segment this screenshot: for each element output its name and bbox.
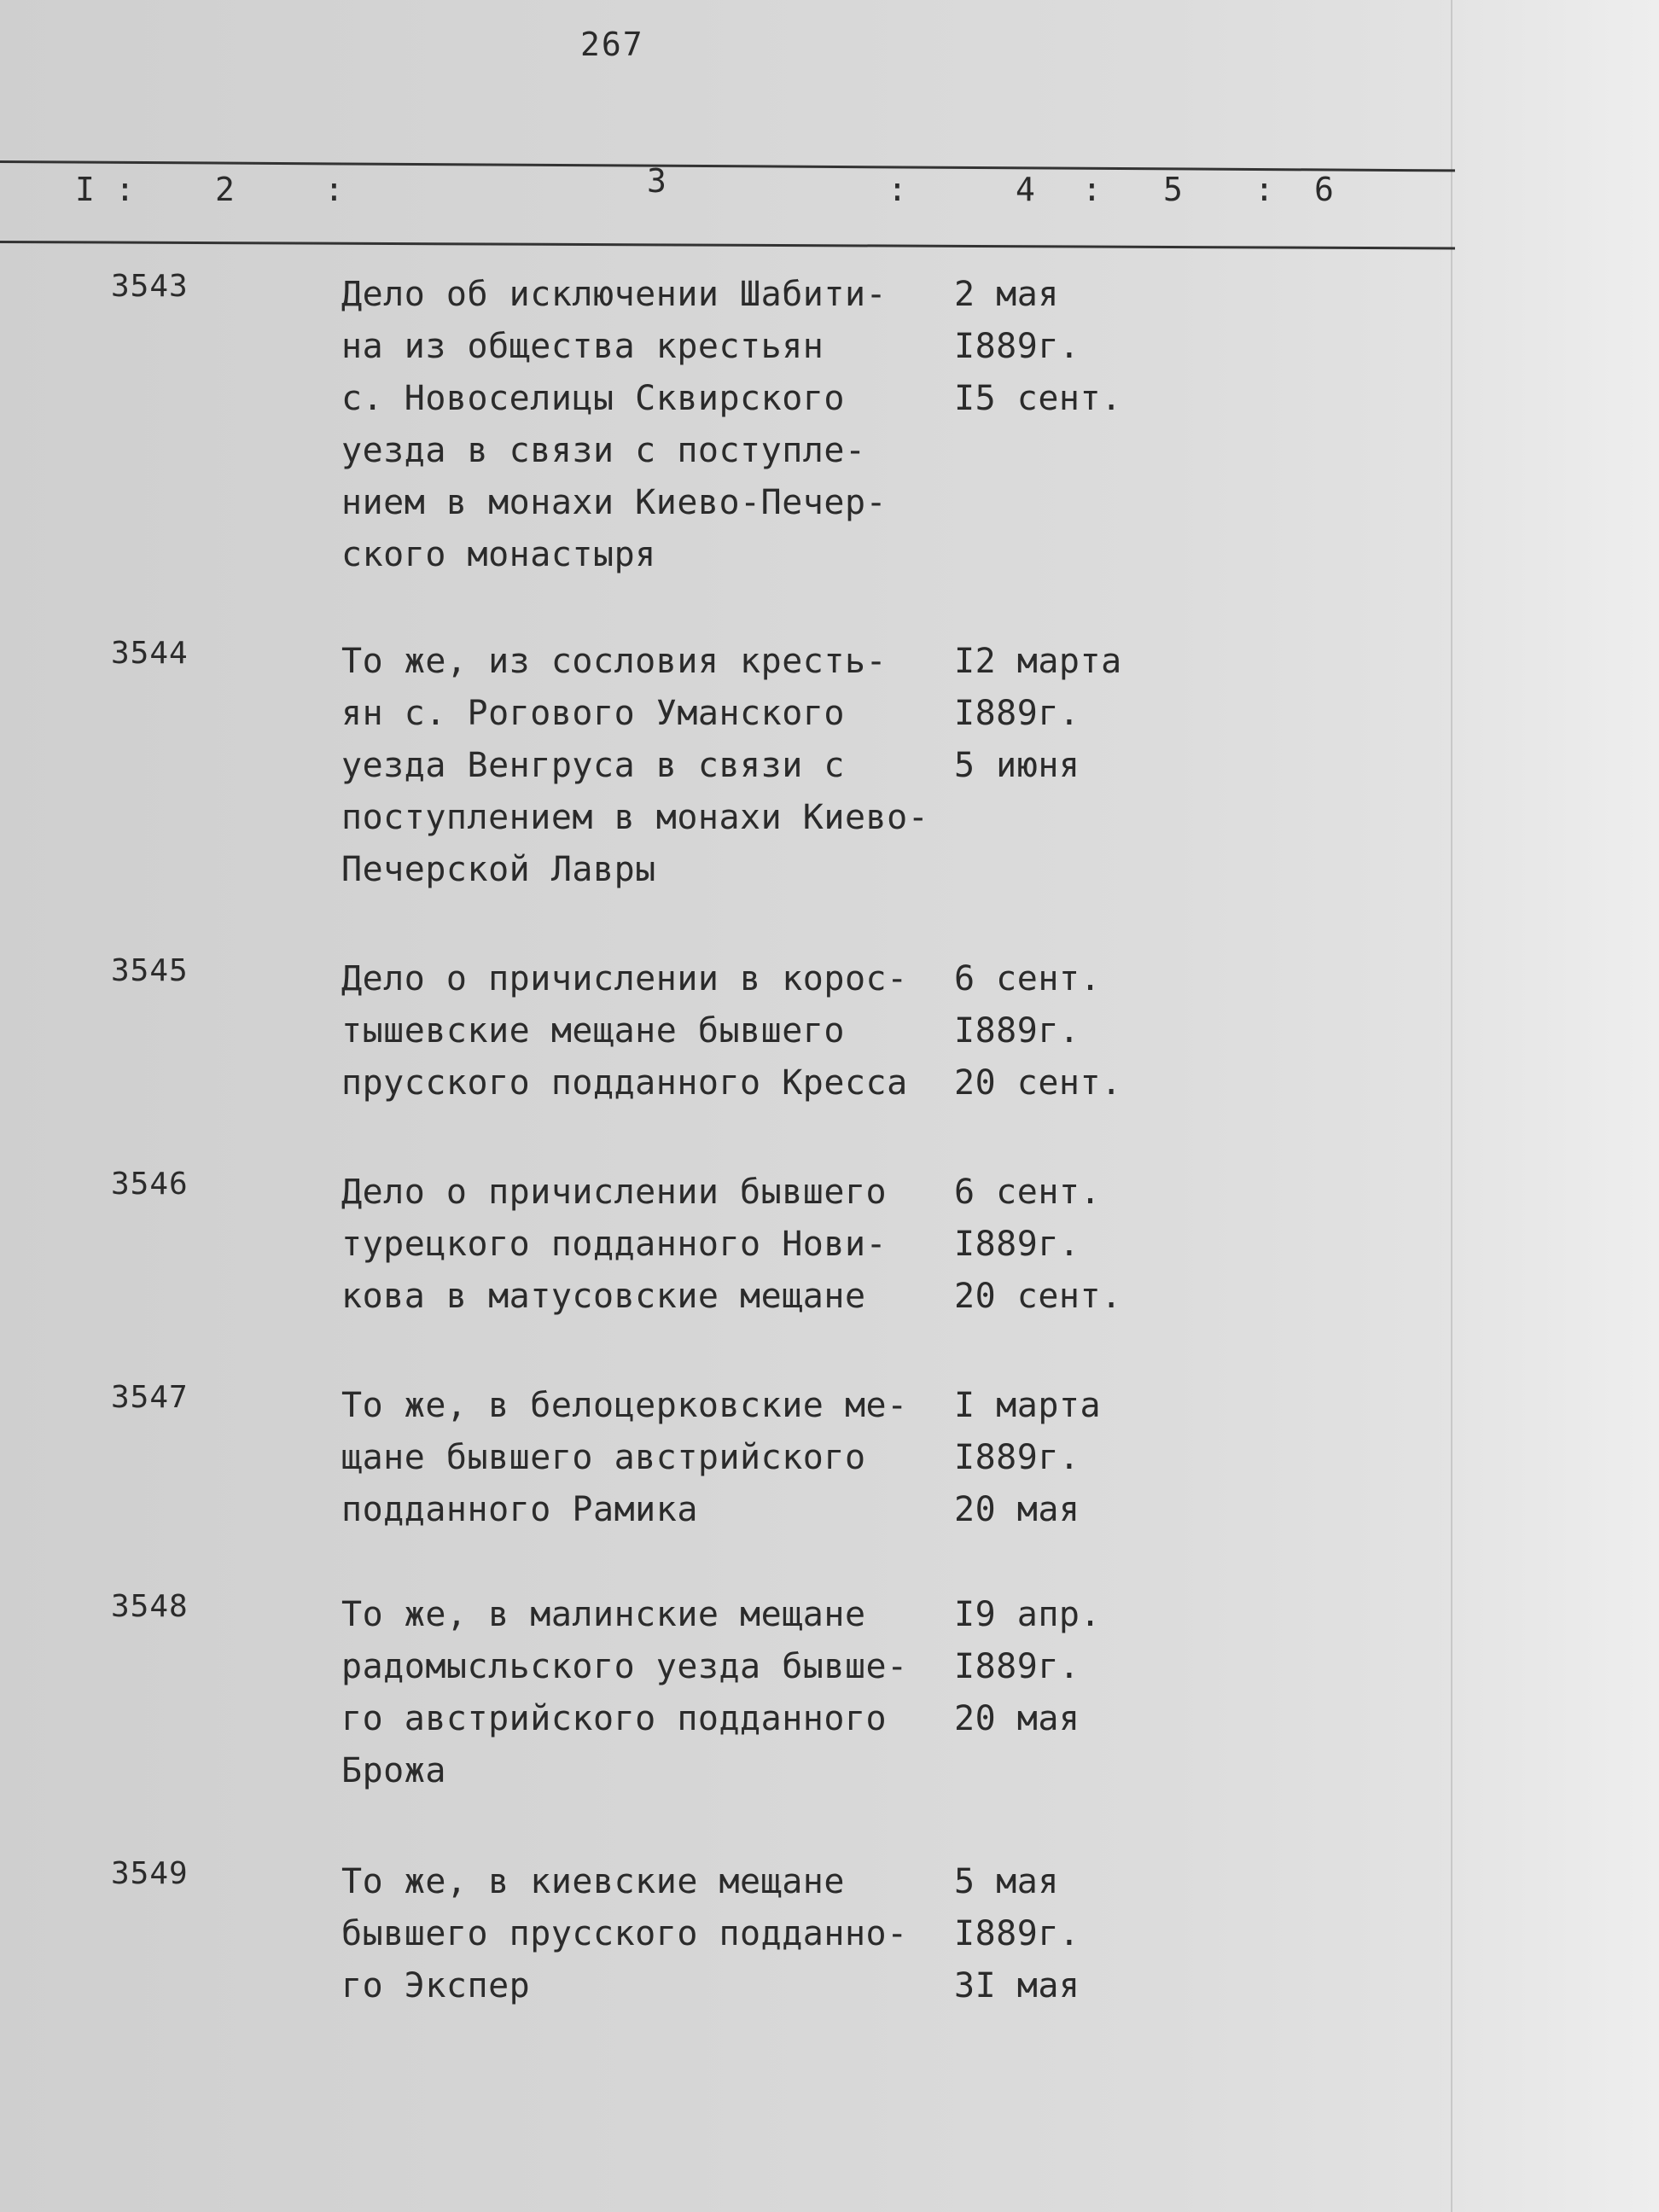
description-line: То же, в белоцерковские ме-: [341, 1386, 908, 1425]
description-line: на из общества крестьян: [341, 327, 824, 366]
description-line: подданного Рамика: [341, 1490, 698, 1529]
entry-description: [341, 269, 887, 581]
entry-number: 3549: [111, 1856, 189, 1891]
entry-dates: [954, 953, 1122, 1109]
entry-dates: [954, 1856, 1080, 2012]
date-start: 2 мая: [954, 275, 1059, 314]
entry-number: 3548: [111, 1589, 189, 1624]
description-line: прусского подданного Кресса: [341, 1063, 908, 1103]
date-start: I9 апр.: [954, 1595, 1102, 1634]
description-line: Брожа: [341, 1751, 446, 1790]
entry-dates: [954, 1167, 1122, 1323]
date-end: 20 сент.: [954, 1063, 1122, 1103]
description-line: То же, из сословия кресть-: [341, 642, 888, 681]
entry-number: 3543: [111, 269, 189, 304]
description-line: Дело об исключении Шабити-: [341, 275, 888, 314]
date-start: I2 марта: [954, 642, 1122, 681]
entry-dates: [954, 1380, 1101, 1536]
page-edge: [1451, 0, 1659, 2212]
entry-description: [341, 1380, 908, 1536]
header-separator: :: [1254, 171, 1274, 208]
description-line: То же, в малинские мещане: [341, 1595, 866, 1634]
date-year: I889г.: [954, 1225, 1080, 1264]
header-col-2: 2: [215, 171, 235, 208]
description-line: радомысльского уезда бывше-: [341, 1647, 908, 1686]
description-line: нием в монахи Киево-Печер-: [341, 483, 888, 522]
date-end: 5 июня: [954, 746, 1080, 785]
date-year: I889г.: [954, 1914, 1080, 1953]
header-col-1: I: [75, 171, 95, 208]
header-separator: :: [888, 171, 907, 208]
description-line: го австрийского подданного: [341, 1699, 888, 1738]
description-line: тышевские мещане бывшего: [341, 1011, 845, 1051]
entry-number: 3545: [111, 953, 189, 988]
date-end: 20 мая: [954, 1490, 1080, 1529]
description-line: с. Новоселицы Сквирского: [341, 379, 845, 418]
date-year: I889г.: [954, 1438, 1080, 1477]
entry-description: [341, 636, 928, 896]
header-separator: :: [115, 171, 135, 208]
entry-dates: [954, 1589, 1101, 1745]
description-line: кова в матусовские мещане: [341, 1277, 866, 1316]
date-end: 20 мая: [954, 1699, 1080, 1738]
header-col-5: 5: [1163, 171, 1183, 208]
description-line: уезда Венгруса в связи с: [341, 746, 845, 785]
header-col-3: 3: [647, 162, 667, 200]
description-line: турецкого подданного Нови-: [341, 1225, 888, 1264]
date-year: I889г.: [954, 694, 1080, 733]
date-year: I889г.: [954, 1647, 1080, 1686]
header-separator: :: [324, 171, 344, 208]
entry-description: [341, 953, 908, 1109]
date-end: I5 сент.: [954, 379, 1122, 418]
entry-dates: [954, 269, 1122, 425]
description-line: уезда в связи с поступле-: [341, 431, 866, 470]
description-line: щане бывшего австрийского: [341, 1438, 866, 1477]
column-header-row: [0, 162, 1451, 230]
entry-number: 3544: [111, 636, 189, 671]
date-start: I марта: [954, 1386, 1102, 1425]
description-line: Печерской Лавры: [341, 850, 656, 889]
description-line: го Экспер: [341, 1966, 531, 2005]
page-number: 267: [580, 26, 644, 63]
date-end: 3I мая: [954, 1966, 1080, 2005]
entry-description: [341, 1589, 908, 1797]
description-line: Дело о причислении в корос-: [341, 959, 908, 998]
entry-number: 3547: [111, 1380, 189, 1415]
entry-number: 3546: [111, 1167, 189, 1202]
entry-dates: [954, 636, 1122, 792]
header-separator: :: [1082, 171, 1102, 208]
entry-description: [341, 1856, 908, 2012]
description-line: То же, в киевские мещане: [341, 1862, 845, 1901]
date-start: 6 сент.: [954, 959, 1102, 998]
description-line: Дело о причислении бывшего: [341, 1173, 888, 1212]
description-line: ского монастыря: [341, 535, 656, 574]
date-end: 20 сент.: [954, 1277, 1122, 1316]
date-year: I889г.: [954, 327, 1080, 366]
description-line: ян с. Рогового Уманского: [341, 694, 845, 733]
date-year: I889г.: [954, 1011, 1080, 1051]
header-col-4: 4: [1016, 171, 1035, 208]
entry-description: [341, 1167, 887, 1323]
date-start: 6 сент.: [954, 1173, 1102, 1212]
description-line: поступлением в монахи Киево-: [341, 798, 929, 837]
description-line: бывшего прусского подданно-: [341, 1914, 908, 1953]
header-col-6: 6: [1314, 171, 1334, 208]
date-start: 5 мая: [954, 1862, 1059, 1901]
